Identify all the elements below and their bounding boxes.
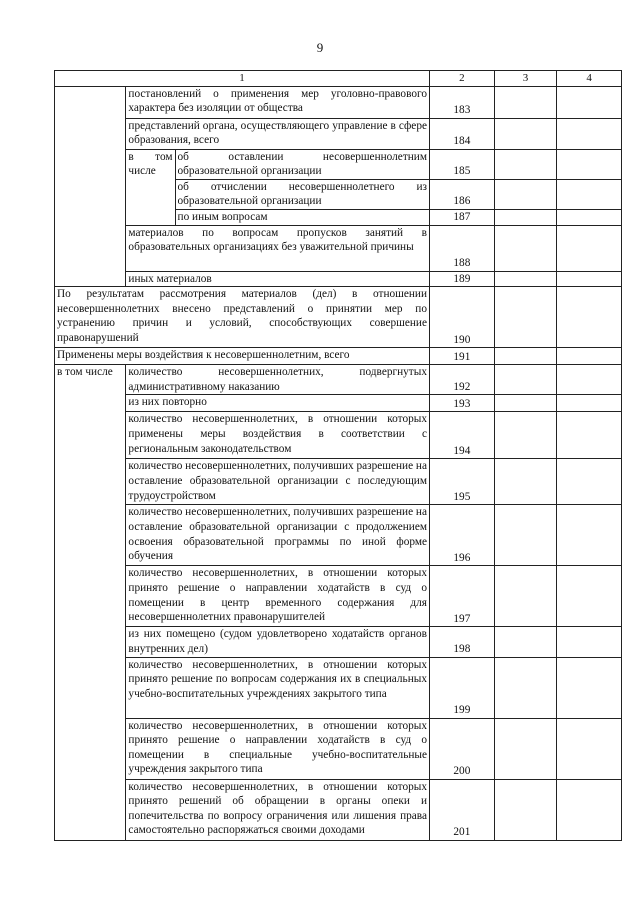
table-row: [55, 86, 622, 118]
table-row: [55, 657, 622, 718]
table-row: [55, 348, 622, 365]
row-label: Применены меры воздействия к несовершеннолетним, всего: [55, 348, 430, 365]
value-cell[interactable]: [557, 779, 622, 840]
row-label: иных материалов: [126, 271, 430, 287]
row-code: 189: [430, 271, 495, 287]
row-label: об отчислении несовершеннолетнего из образовательной организации: [175, 179, 429, 209]
value-cell[interactable]: [557, 566, 622, 627]
value-cell[interactable]: [557, 149, 622, 179]
row-code: 194: [430, 412, 495, 459]
value-cell[interactable]: [557, 365, 622, 395]
row-code: 197: [430, 566, 495, 627]
value-cell[interactable]: [494, 287, 557, 348]
value-cell[interactable]: [557, 287, 622, 348]
value-cell[interactable]: [557, 505, 622, 566]
row-label: материалов по вопросам пропусков занятий в образовательных организациях без уважительной причины: [126, 225, 430, 271]
table-row: [55, 459, 622, 505]
row-code: 198: [430, 627, 495, 657]
value-cell[interactable]: [557, 179, 622, 209]
table-row: [55, 412, 622, 459]
row-code: 183: [430, 86, 495, 118]
value-cell[interactable]: [557, 459, 622, 505]
value-cell[interactable]: [557, 395, 622, 412]
table-row: [55, 718, 622, 779]
header-col-2: 2: [430, 71, 495, 87]
header-col-3: 3: [494, 71, 557, 87]
value-cell[interactable]: [494, 271, 557, 287]
value-cell[interactable]: [494, 627, 557, 657]
value-cell[interactable]: [494, 118, 557, 149]
row-code: 193: [430, 395, 495, 412]
row-label: представлений органа, осуществляющего управление в сфере образования, всего: [126, 118, 430, 149]
value-cell[interactable]: [494, 209, 557, 225]
value-cell[interactable]: [557, 718, 622, 779]
group-label-in-that-number: в том числе: [55, 365, 126, 840]
row-label: об оставлении несовершеннолетним образовательной организации: [175, 149, 429, 179]
row-label: количество несовершеннолетних, в отношении которых применены меры воздействия в соответствии с региональным законодательством: [126, 412, 430, 459]
row-label: количество несовершеннолетних, получивших разрешение на оставление образовательной организации с последующим трудоустройством: [126, 459, 430, 505]
value-cell[interactable]: [557, 627, 622, 657]
value-cell[interactable]: [557, 86, 622, 118]
row-label: постановлений о применения мер уголовно-правового характера без изоляции от общества: [126, 86, 430, 118]
value-cell[interactable]: [494, 179, 557, 209]
row-label: количество несовершеннолетних, в отношении которых принято решение о направлении ходатайств в суд о помещении в специальные учебно-воспитательные учреждения закрытого типа: [126, 718, 430, 779]
table-row: [55, 566, 622, 627]
table-row: [55, 287, 622, 348]
row-label: количество несовершеннолетних, получивших разрешение на оставление образовательной организации с продолжением освоения образовательной программы по иной форме обучения: [126, 505, 430, 566]
row-label: По результатам рассмотрения материалов (дел) в отношении несовершеннолетних внесено представлений о принятии мер по устранению причин и условий, способствующих совершение правонарушений: [55, 287, 430, 348]
value-cell[interactable]: [494, 779, 557, 840]
table-row: [55, 149, 622, 179]
value-cell[interactable]: [557, 118, 622, 149]
row-code: 201: [430, 779, 495, 840]
table-row: [55, 505, 622, 566]
empty-indent-cell: [55, 86, 126, 287]
row-code: 196: [430, 505, 495, 566]
statistics-table: [54, 70, 622, 841]
row-code: 195: [430, 459, 495, 505]
row-label: из них повторно: [126, 395, 430, 412]
row-label: количество несовершеннолетних, в отношении которых принято решение о направлении ходатайств в суд о помещении в центр временного содержания для несовершеннолетних правонарушителей: [126, 566, 430, 627]
row-code: 192: [430, 365, 495, 395]
value-cell[interactable]: [557, 209, 622, 225]
value-cell[interactable]: [494, 505, 557, 566]
table-row: [55, 225, 622, 271]
value-cell[interactable]: [494, 566, 557, 627]
value-cell[interactable]: [557, 348, 622, 365]
value-cell[interactable]: [494, 365, 557, 395]
value-cell[interactable]: [557, 412, 622, 459]
row-code: 185: [430, 149, 495, 179]
header-row: [55, 71, 622, 87]
value-cell[interactable]: [494, 225, 557, 271]
row-label: количество несовершеннолетних, в отношении которых принято решение по вопросам содержания их в специальных учебно-воспитательных учреждениях закрытого типа: [126, 657, 430, 718]
table-row: [55, 395, 622, 412]
header-col-1: 1: [55, 71, 430, 87]
group-label-in-that-number: в том числе: [126, 149, 175, 225]
row-code: 184: [430, 118, 495, 149]
page-number: 9: [316, 40, 324, 55]
row-label: по иным вопросам: [175, 209, 429, 225]
row-code: 188: [430, 225, 495, 271]
table-row: [55, 118, 622, 149]
value-cell[interactable]: [494, 86, 557, 118]
row-code: 186: [430, 179, 495, 209]
table-row: [55, 779, 622, 840]
value-cell[interactable]: [494, 149, 557, 179]
value-cell[interactable]: [494, 459, 557, 505]
row-code: 199: [430, 657, 495, 718]
value-cell[interactable]: [557, 271, 622, 287]
row-code: 200: [430, 718, 495, 779]
value-cell[interactable]: [494, 657, 557, 718]
table-row: [55, 271, 622, 287]
value-cell[interactable]: [494, 395, 557, 412]
header-col-4: 4: [557, 71, 622, 87]
value-cell[interactable]: [494, 412, 557, 459]
value-cell[interactable]: [557, 657, 622, 718]
value-cell[interactable]: [494, 718, 557, 779]
row-label: количество несовершеннолетних, в отношении которых принято решений об обращении в органы опеки и попечительства по вопросу ограничения или лишения права самостоятельно распоряжаться своими доходами: [126, 779, 430, 840]
row-label: количество несовершеннолетних, подвергнутых административному наказанию: [126, 365, 430, 395]
value-cell[interactable]: [557, 225, 622, 271]
table-row: [55, 365, 622, 395]
value-cell[interactable]: [494, 348, 557, 365]
row-label: из них помещено (судом удовлетворено ходатайств органов внутренних дел): [126, 627, 430, 657]
table-row: [55, 627, 622, 657]
row-code: 191: [430, 348, 495, 365]
row-code: 190: [430, 287, 495, 348]
row-code: 187: [430, 209, 495, 225]
